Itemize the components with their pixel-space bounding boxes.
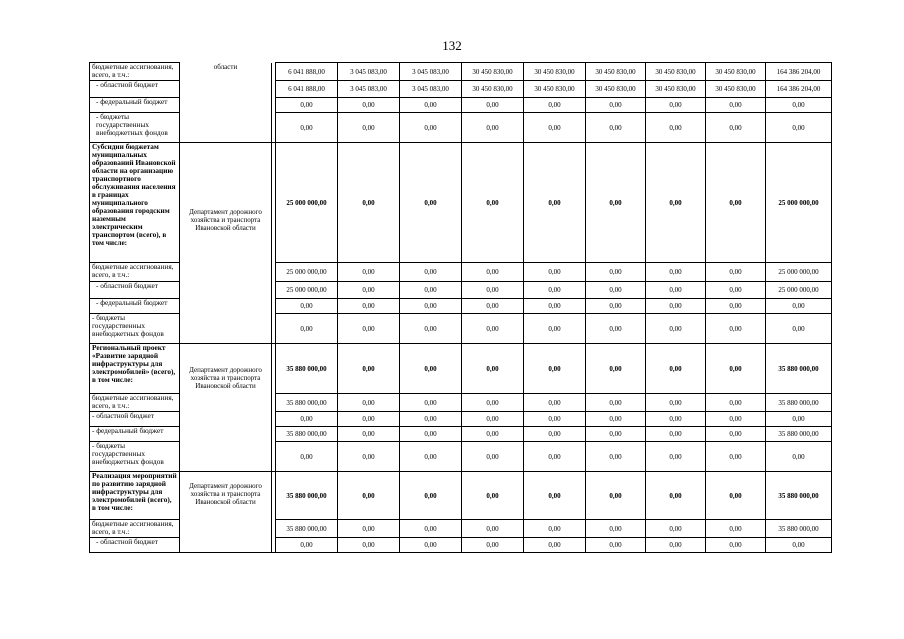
value-cell: 0,00 xyxy=(586,344,646,394)
value-cell: 0,00 xyxy=(338,314,400,344)
value-cell: 0,00 xyxy=(400,263,462,282)
row-name: бюджетные ассигнования, всего, в т.ч.: xyxy=(90,394,180,412)
value-cell: 0,00 xyxy=(462,442,524,472)
value-cell: 35 880 000,00 xyxy=(276,427,338,442)
value-cell: 0,00 xyxy=(400,344,462,394)
value-cell: 0,00 xyxy=(706,520,766,538)
value-cell: 30 450 830,00 xyxy=(586,63,646,81)
value-cell: 0,00 xyxy=(586,394,646,412)
table-row xyxy=(90,63,832,81)
value-cell: 35 880 000,00 xyxy=(276,344,338,394)
value-cell: 0,00 xyxy=(524,520,586,538)
value-cell: 30 450 830,00 xyxy=(646,81,706,98)
value-cell: 0,00 xyxy=(706,299,766,314)
table-row xyxy=(90,143,832,263)
value-cell: 0,00 xyxy=(706,143,766,263)
value-cell: 0,00 xyxy=(766,98,832,113)
value-cell: 0,00 xyxy=(462,113,524,143)
value-cell: 0,00 xyxy=(524,314,586,344)
value-cell: 0,00 xyxy=(524,538,586,553)
value-cell: 0,00 xyxy=(646,263,706,282)
value-cell: 30 450 830,00 xyxy=(706,81,766,98)
row-name: - федеральный бюджет xyxy=(90,299,180,314)
value-cell: 0,00 xyxy=(462,98,524,113)
value-cell: 0,00 xyxy=(338,263,400,282)
value-cell: 0,00 xyxy=(586,113,646,143)
value-cell: 0,00 xyxy=(524,472,586,520)
value-cell: 25 000 000,00 xyxy=(766,263,832,282)
row-name: Субсидии бюджетам муниципальных образований Ивановской области на организацию транспортного обслуживания населения в границах муниципального образования городским наземным электрическим транспортом (всего), в том числе: xyxy=(90,143,180,263)
value-cell: 30 450 830,00 xyxy=(646,63,706,81)
value-cell: 0,00 xyxy=(462,282,524,299)
value-cell: 0,00 xyxy=(338,472,400,520)
row-name: Региональный проект «Развитие зарядной инфраструктуры для электромобилей» (всего), в том числе: xyxy=(90,344,180,394)
value-cell: 0,00 xyxy=(706,314,766,344)
value-cell: 0,00 xyxy=(524,113,586,143)
value-cell: 0,00 xyxy=(646,314,706,344)
value-cell: 30 450 830,00 xyxy=(586,81,646,98)
row-name: - федеральный бюджет xyxy=(90,98,180,113)
value-cell: 0,00 xyxy=(462,143,524,263)
value-cell: 30 450 830,00 xyxy=(462,81,524,98)
value-cell: 0,00 xyxy=(706,344,766,394)
executor-cell: области xyxy=(180,63,272,143)
value-cell: 3 045 083,00 xyxy=(338,81,400,98)
value-cell: 35 880 000,00 xyxy=(276,472,338,520)
value-cell: 0,00 xyxy=(338,299,400,314)
value-cell: 0,00 xyxy=(706,427,766,442)
value-cell: 0,00 xyxy=(706,98,766,113)
value-cell: 164 386 204,00 xyxy=(766,63,832,81)
row-name: - федеральный бюджет xyxy=(90,427,180,442)
value-cell: 30 450 830,00 xyxy=(524,81,586,98)
value-cell: 35 880 000,00 xyxy=(766,427,832,442)
value-cell: 0,00 xyxy=(400,412,462,427)
value-cell: 0,00 xyxy=(400,394,462,412)
page-number: 132 xyxy=(442,38,462,53)
value-cell: 0,00 xyxy=(338,394,400,412)
value-cell: 30 450 830,00 xyxy=(462,63,524,81)
value-cell: 0,00 xyxy=(400,282,462,299)
value-cell: 0,00 xyxy=(646,412,706,427)
value-cell: 0,00 xyxy=(706,538,766,553)
value-cell: 6 041 888,00 xyxy=(276,81,338,98)
value-cell: 0,00 xyxy=(586,314,646,344)
budget-table xyxy=(89,62,832,553)
value-cell: 0,00 xyxy=(524,282,586,299)
value-cell: 0,00 xyxy=(646,472,706,520)
value-cell: 0,00 xyxy=(646,282,706,299)
value-cell: 35 880 000,00 xyxy=(766,520,832,538)
value-cell: 0,00 xyxy=(400,314,462,344)
value-cell: 0,00 xyxy=(462,394,524,412)
value-cell: 0,00 xyxy=(646,538,706,553)
value-cell: 0,00 xyxy=(706,412,766,427)
value-cell: 0,00 xyxy=(276,98,338,113)
value-cell: 0,00 xyxy=(462,472,524,520)
value-cell: 0,00 xyxy=(276,314,338,344)
value-cell: 0,00 xyxy=(338,282,400,299)
value-cell: 0,00 xyxy=(586,472,646,520)
row-name: - областной бюджет xyxy=(90,81,180,98)
value-cell: 3 045 083,00 xyxy=(338,63,400,81)
value-cell: 0,00 xyxy=(400,98,462,113)
value-cell: 30 450 830,00 xyxy=(524,63,586,81)
value-cell: 0,00 xyxy=(338,442,400,472)
row-name: бюджетные ассигнования, всего, в т.ч.: xyxy=(90,63,180,81)
value-cell: 0,00 xyxy=(766,314,832,344)
value-cell: 0,00 xyxy=(462,412,524,427)
value-cell: 0,00 xyxy=(646,143,706,263)
value-cell: 35 880 000,00 xyxy=(766,472,832,520)
value-cell: 0,00 xyxy=(338,143,400,263)
value-cell: 0,00 xyxy=(462,314,524,344)
executor-cell: Департамент дорожного хозяйства и транспорта Ивановской области xyxy=(180,143,272,344)
value-cell: 0,00 xyxy=(462,520,524,538)
value-cell: 0,00 xyxy=(766,412,832,427)
value-cell: 0,00 xyxy=(646,394,706,412)
value-cell: 0,00 xyxy=(338,344,400,394)
value-cell: 0,00 xyxy=(646,520,706,538)
value-cell: 35 880 000,00 xyxy=(276,394,338,412)
value-cell: 0,00 xyxy=(586,299,646,314)
table-row xyxy=(90,472,832,520)
value-cell: 0,00 xyxy=(276,442,338,472)
value-cell: 0,00 xyxy=(462,299,524,314)
value-cell: 0,00 xyxy=(400,538,462,553)
value-cell: 0,00 xyxy=(338,412,400,427)
value-cell: 25 000 000,00 xyxy=(276,143,338,263)
value-cell: 35 880 000,00 xyxy=(766,394,832,412)
value-cell: 0,00 xyxy=(524,143,586,263)
value-cell: 0,00 xyxy=(524,394,586,412)
value-cell: 25 000 000,00 xyxy=(276,282,338,299)
value-cell: 3 045 083,00 xyxy=(400,81,462,98)
value-cell: 0,00 xyxy=(338,427,400,442)
value-cell: 0,00 xyxy=(338,520,400,538)
value-cell: 0,00 xyxy=(400,427,462,442)
row-name: бюджетные ассигнования, всего, в т.ч.: xyxy=(90,520,180,538)
value-cell: 35 880 000,00 xyxy=(276,520,338,538)
row-name: - областной бюджет xyxy=(90,282,180,299)
row-name: - областной бюджет xyxy=(90,538,180,553)
value-cell: 0,00 xyxy=(400,442,462,472)
value-cell: 0,00 xyxy=(586,427,646,442)
value-cell: 30 450 830,00 xyxy=(706,63,766,81)
value-cell: 0,00 xyxy=(586,143,646,263)
value-cell: 0,00 xyxy=(400,472,462,520)
value-cell: 0,00 xyxy=(646,442,706,472)
value-cell: 25 000 000,00 xyxy=(276,263,338,282)
value-cell: 0,00 xyxy=(706,263,766,282)
value-cell: 0,00 xyxy=(276,113,338,143)
value-cell: 0,00 xyxy=(462,427,524,442)
value-cell: 0,00 xyxy=(462,263,524,282)
value-cell: 3 045 083,00 xyxy=(400,63,462,81)
value-cell: 0,00 xyxy=(338,538,400,553)
value-cell: 0,00 xyxy=(586,412,646,427)
row-name: - бюджеты государственных внебюджетных фондов xyxy=(90,314,180,344)
row-name: - областной бюджет xyxy=(90,412,180,427)
value-cell: 0,00 xyxy=(462,538,524,553)
value-cell: 0,00 xyxy=(646,427,706,442)
value-cell: 0,00 xyxy=(276,412,338,427)
value-cell: 0,00 xyxy=(400,299,462,314)
value-cell: 0,00 xyxy=(338,113,400,143)
value-cell: 0,00 xyxy=(766,299,832,314)
value-cell: 0,00 xyxy=(524,98,586,113)
value-cell: 0,00 xyxy=(586,98,646,113)
value-cell: 164 386 204,00 xyxy=(766,81,832,98)
value-cell: 0,00 xyxy=(706,472,766,520)
value-cell: 0,00 xyxy=(524,263,586,282)
value-cell: 0,00 xyxy=(586,282,646,299)
value-cell: 0,00 xyxy=(400,113,462,143)
value-cell: 25 000 000,00 xyxy=(766,282,832,299)
value-cell: 35 880 000,00 xyxy=(766,344,832,394)
value-cell: 0,00 xyxy=(646,299,706,314)
value-cell: 0,00 xyxy=(706,113,766,143)
value-cell: 0,00 xyxy=(276,299,338,314)
value-cell: 0,00 xyxy=(766,442,832,472)
value-cell: 0,00 xyxy=(338,98,400,113)
value-cell: 25 000 000,00 xyxy=(766,143,832,263)
row-name: - бюджеты государственных внебюджетных фондов xyxy=(90,442,180,472)
value-cell: 0,00 xyxy=(586,520,646,538)
value-cell: 0,00 xyxy=(586,442,646,472)
value-cell: 0,00 xyxy=(524,299,586,314)
value-cell: 0,00 xyxy=(586,538,646,553)
value-cell: 0,00 xyxy=(400,520,462,538)
executor-cell: Департамент дорожного хозяйства и транспорта Ивановской области xyxy=(180,472,272,553)
value-cell: 0,00 xyxy=(766,538,832,553)
value-cell: 0,00 xyxy=(462,344,524,394)
value-cell: 0,00 xyxy=(646,113,706,143)
value-cell: 0,00 xyxy=(766,113,832,143)
value-cell: 0,00 xyxy=(586,263,646,282)
row-name: Реализация мероприятий по развитию зарядной инфраструктуры для электромобилей (всего), в том числе: xyxy=(90,472,180,520)
row-name: - бюджеты государственных внебюджетных фондов xyxy=(90,113,180,143)
executor-cell: Департамент дорожного хозяйства и транспорта Ивановской области xyxy=(180,344,272,472)
value-cell: 0,00 xyxy=(524,412,586,427)
value-cell: 0,00 xyxy=(646,344,706,394)
value-cell: 0,00 xyxy=(524,442,586,472)
value-cell: 0,00 xyxy=(706,394,766,412)
value-cell: 0,00 xyxy=(276,538,338,553)
value-cell: 0,00 xyxy=(646,98,706,113)
value-cell: 0,00 xyxy=(706,442,766,472)
value-cell: 0,00 xyxy=(400,143,462,263)
value-cell: 0,00 xyxy=(524,344,586,394)
row-name: бюджетные ассигнования, всего, в т.ч.: xyxy=(90,263,180,282)
value-cell: 6 041 888,00 xyxy=(276,63,338,81)
value-cell: 0,00 xyxy=(706,282,766,299)
value-cell: 0,00 xyxy=(524,427,586,442)
table-row xyxy=(90,344,832,394)
